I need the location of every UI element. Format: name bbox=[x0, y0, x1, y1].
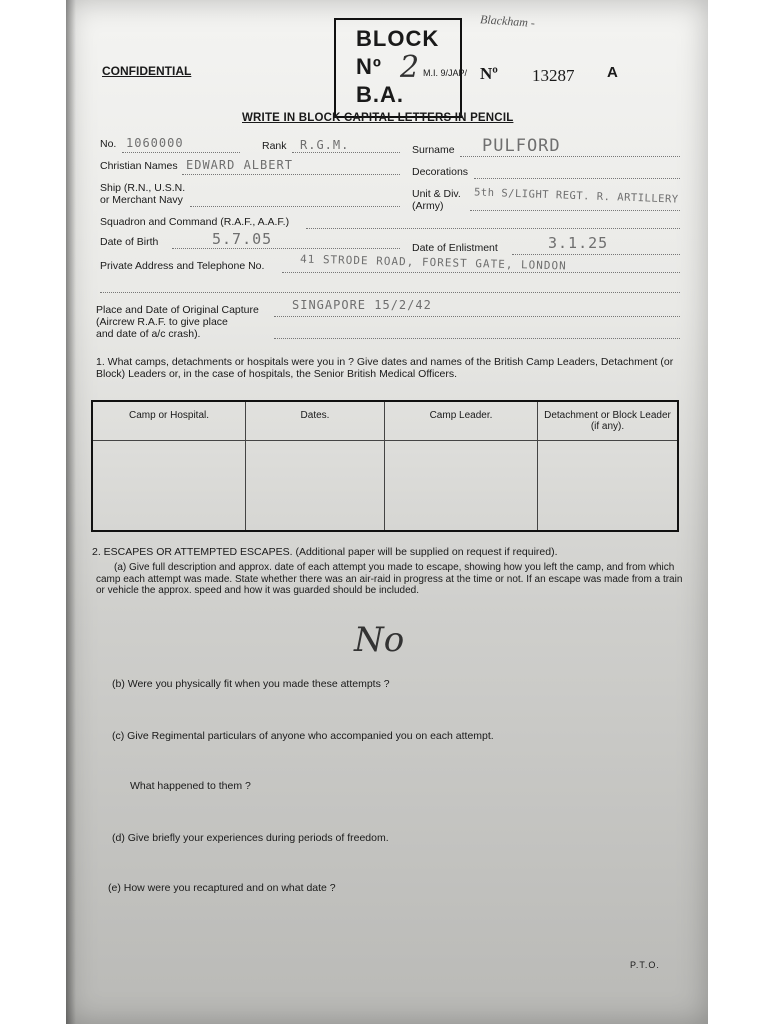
christian-names-label: Christian Names bbox=[100, 160, 178, 172]
form-number: 13287 bbox=[532, 66, 575, 85]
unit-label-2: (Army) bbox=[412, 200, 444, 212]
squadron-label: Squadron and Command (R.A.F., A.A.F.) bbox=[100, 216, 290, 228]
dob-line bbox=[172, 248, 400, 249]
section2-question-a: (a) Give full description and approx. date of each attempt you made to escape, showing how you left the camp, and from which camp each attempt was made. State whether there was an air-raid in progress at the time or not. If an escape was made from a train or vehicle the approx. speed and how it was guarded should be included. bbox=[96, 562, 683, 596]
form-reference: M.I. 9/JAP/ bbox=[423, 68, 468, 78]
camps-header-camp: Camp or Hospital. bbox=[92, 401, 246, 441]
enlistment-value: 3.1.25 bbox=[548, 234, 609, 252]
stamp-line-1: BLOCK bbox=[356, 26, 440, 51]
section2-title: 2. ESCAPES OR ATTEMPTED ESCAPES. (Additional paper will be supplied on request if required). bbox=[92, 546, 558, 558]
christian-names-value: EDWARD ALBERT bbox=[186, 158, 293, 172]
capture-label-1: Place and Date of Original Capture bbox=[96, 304, 259, 316]
christian-names-line bbox=[182, 174, 400, 175]
section2-question-d: (d) Give briefly your experiences during periods of freedom. bbox=[112, 832, 389, 844]
dob-label: Date of Birth bbox=[100, 236, 159, 248]
camps-cell bbox=[538, 441, 679, 532]
camps-cell bbox=[246, 441, 385, 532]
dob-value: 5.7.05 bbox=[212, 230, 273, 248]
camps-header-dates: Dates. bbox=[246, 401, 385, 441]
camps-cell bbox=[92, 441, 246, 532]
capture-line-2 bbox=[274, 338, 680, 339]
rank-label: Rank bbox=[262, 140, 287, 152]
address-line-1 bbox=[282, 272, 680, 273]
address-value: 41 STRODE ROAD, FOREST GATE, LONDON bbox=[299, 252, 567, 273]
paper-shadow bbox=[66, 0, 76, 1024]
unit-label-1: Unit & Div. bbox=[412, 188, 461, 200]
address-label: Private Address and Telephone No. bbox=[100, 260, 265, 272]
unit-line bbox=[470, 210, 680, 211]
stamp-line-3: B.A. bbox=[356, 82, 404, 107]
answer-a-handwritten: No bbox=[354, 620, 405, 660]
surname-line bbox=[460, 156, 680, 157]
stamp-line-2: Nº bbox=[356, 54, 382, 79]
ship-label-1: Ship (R.N., U.S.N. bbox=[100, 182, 186, 194]
section2-question-e: (e) How were you recaptured and on what date ? bbox=[108, 882, 336, 894]
unit-value: 5th S/LIGHT REGT. R. ARTILLERY bbox=[473, 186, 679, 206]
no-value: 1060000 bbox=[126, 136, 184, 150]
ship-line bbox=[190, 206, 400, 207]
pto-label: P.T.O. bbox=[630, 960, 660, 970]
instruction-heading: WRITE IN BLOCK CAPITAL LETTERS IN PENCIL bbox=[242, 112, 514, 124]
capture-value: SINGAPORE 15/2/42 bbox=[292, 298, 432, 312]
decorations-label: Decorations bbox=[412, 166, 469, 178]
capture-label-3: and date of a/c crash). bbox=[96, 328, 201, 340]
section2-question-c-sub: What happened to them ? bbox=[130, 780, 251, 792]
section2-question-c: (c) Give Regimental particulars of anyone who accompanied you on each attempt. bbox=[112, 730, 494, 742]
section1-question: 1. What camps, detachments or hospitals were you in ? Give dates and names of the British Camp Leaders, Detachment (or Block) Leaders or, in the case of hospitals, the Senior British Medical Officers. bbox=[96, 356, 674, 380]
confidential-label: CONFIDENTIAL bbox=[102, 64, 192, 78]
rank-line bbox=[292, 152, 400, 153]
number-prefix: Nº bbox=[480, 64, 498, 83]
handwritten-top-note: Blackham - bbox=[479, 12, 536, 30]
enlistment-label: Date of Enlistment bbox=[412, 242, 498, 254]
enlistment-line bbox=[512, 254, 680, 255]
camps-header-leader: Camp Leader. bbox=[385, 401, 538, 441]
decorations-line bbox=[474, 178, 680, 179]
squadron-line bbox=[306, 228, 680, 229]
no-line bbox=[122, 152, 240, 153]
capture-label-2: (Aircrew R.A.F. to give place bbox=[96, 316, 228, 328]
no-label: No. bbox=[100, 138, 117, 150]
section2-question-b: (b) Were you physically fit when you made these attempts ? bbox=[112, 678, 390, 690]
ship-label-2: or Merchant Navy bbox=[100, 194, 183, 206]
camps-table bbox=[91, 400, 679, 532]
surname-label: Surname bbox=[412, 144, 455, 156]
address-line-2 bbox=[100, 292, 680, 293]
form-suffix: A bbox=[607, 64, 618, 81]
surname-value: PULFORD bbox=[482, 136, 561, 156]
camps-cell bbox=[385, 441, 538, 532]
camps-header-detachment: Detachment or Block Leader (if any). bbox=[538, 401, 679, 441]
capture-line-1 bbox=[274, 316, 680, 317]
rank-value: R.G.M. bbox=[300, 138, 350, 152]
stamp-handwritten-number: 2 bbox=[400, 50, 420, 85]
